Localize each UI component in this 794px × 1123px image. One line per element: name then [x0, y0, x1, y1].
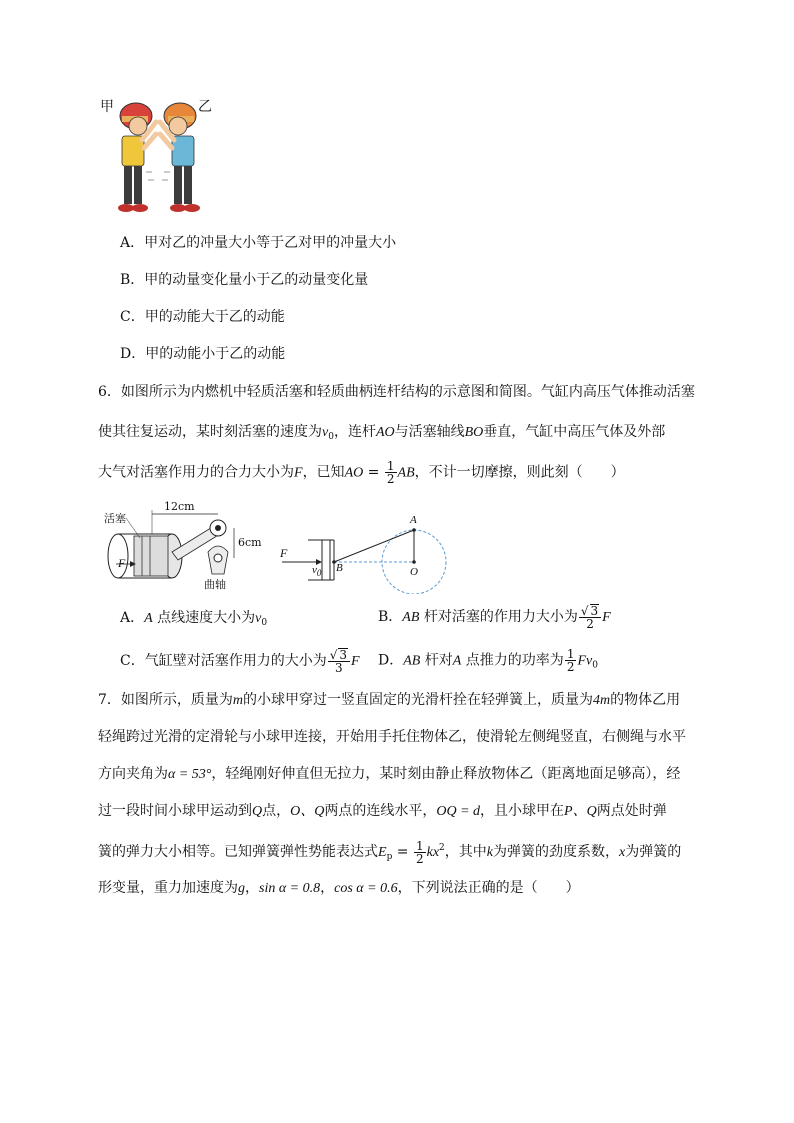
q6-piston-figure [100, 496, 260, 592]
children-illustration [98, 92, 228, 224]
label-F-schematic: F [280, 546, 288, 560]
q7-stem-line2: 轻绳跨过光滑的定滑轮与小球甲连接，开始用手托住物体乙，使滑轮左侧绳竖直，右侧绳与水平 [98, 729, 686, 745]
q5-option-c: C．甲的动能大于乙的动能 [120, 309, 285, 325]
q6-stem-line1: 6．如图所示为内燃机中轻质活塞和轻质曲柄连杆结构的示意图和简图。气缸内高压气体推动活塞 [98, 384, 695, 400]
label-v0-schematic: $v_0$ [312, 564, 322, 578]
q5-option-a: A．甲对乙的冲量大小等于乙对甲的冲量大小 [120, 235, 397, 251]
q7-stem-line5: 簧的弹力大小相等。已知弹簧弹性势能表达式$E_p$ = $\frac{1}{2}$ $kx^2$，其中k为弹簧的劲度系数，x为弹簧的 [98, 838, 682, 866]
label-O: O [410, 566, 418, 578]
q7-stem-line4: 过一段时间小球甲运动到Q点，O、Q两点的连线水平，OQ = d，且小球甲在P、Q两点处时弹 [98, 803, 667, 819]
q6-schematic-figure [272, 510, 452, 594]
label-B: B [336, 562, 343, 574]
label-F-left: F [118, 556, 126, 570]
label-huosai: 活塞 [104, 512, 126, 525]
q6-stem-line2: 使其往复运动，某时刻活塞的速度为$v_0$，连杆AO与活塞轴线BO垂直，气缸中高压气体及外部 [98, 424, 666, 442]
q5-option-d: D．甲的动能小于乙的动能 [120, 346, 286, 362]
label-12cm: 12cm [164, 500, 195, 513]
q6-option-d: D．AB 杆对A 点推力的功率为 $\frac{1}{2}$ $Fv_0$ [378, 647, 598, 674]
schematic-drawing [272, 510, 452, 594]
q5-option-b: B．甲的动量变化量小于乙的动量变化量 [120, 272, 369, 288]
q7-stem-line3: 方向夹角为α = 53°，轻绳刚好伸直但无拉力，某时刻由静止释放物体乙（距离地面足够高），经 [98, 766, 681, 782]
label-quzhou: 曲轴 [204, 578, 226, 591]
label-A: A [410, 514, 417, 526]
q6-stem-line3: 大气对活塞作用力的合力大小为F，已知AO = $\frac{1}{2}$ AB，不计一切摩擦，则此刻（ ） [98, 459, 625, 486]
q6-option-c: C．气缸壁对活塞作用力的大小为 $\frac{√ 3}{3}$ F [120, 648, 360, 675]
q7-stem-line1: 7．如图所示，质量为m的小球甲穿过一竖直固定的光滑杆拴在轻弹簧上，质量为4m的物体乙用 [98, 692, 681, 708]
q7-stem-line6: 形变量，重力加速度为g，sin α = 0.8，cos α = 0.6，下列说法正确的是（ ） [98, 880, 580, 896]
label-yi: 乙 [198, 99, 212, 115]
q6-option-a: A．A 点线速度大小为$v_0$ [120, 610, 268, 628]
q6-option-b: B．AB 杆对活塞的作用力大小为 $\frac{√ 3}{2}$ F [378, 604, 611, 631]
label-jia: 甲 [100, 99, 114, 115]
label-6cm: 6cm [238, 536, 262, 549]
children-figure [98, 92, 228, 224]
